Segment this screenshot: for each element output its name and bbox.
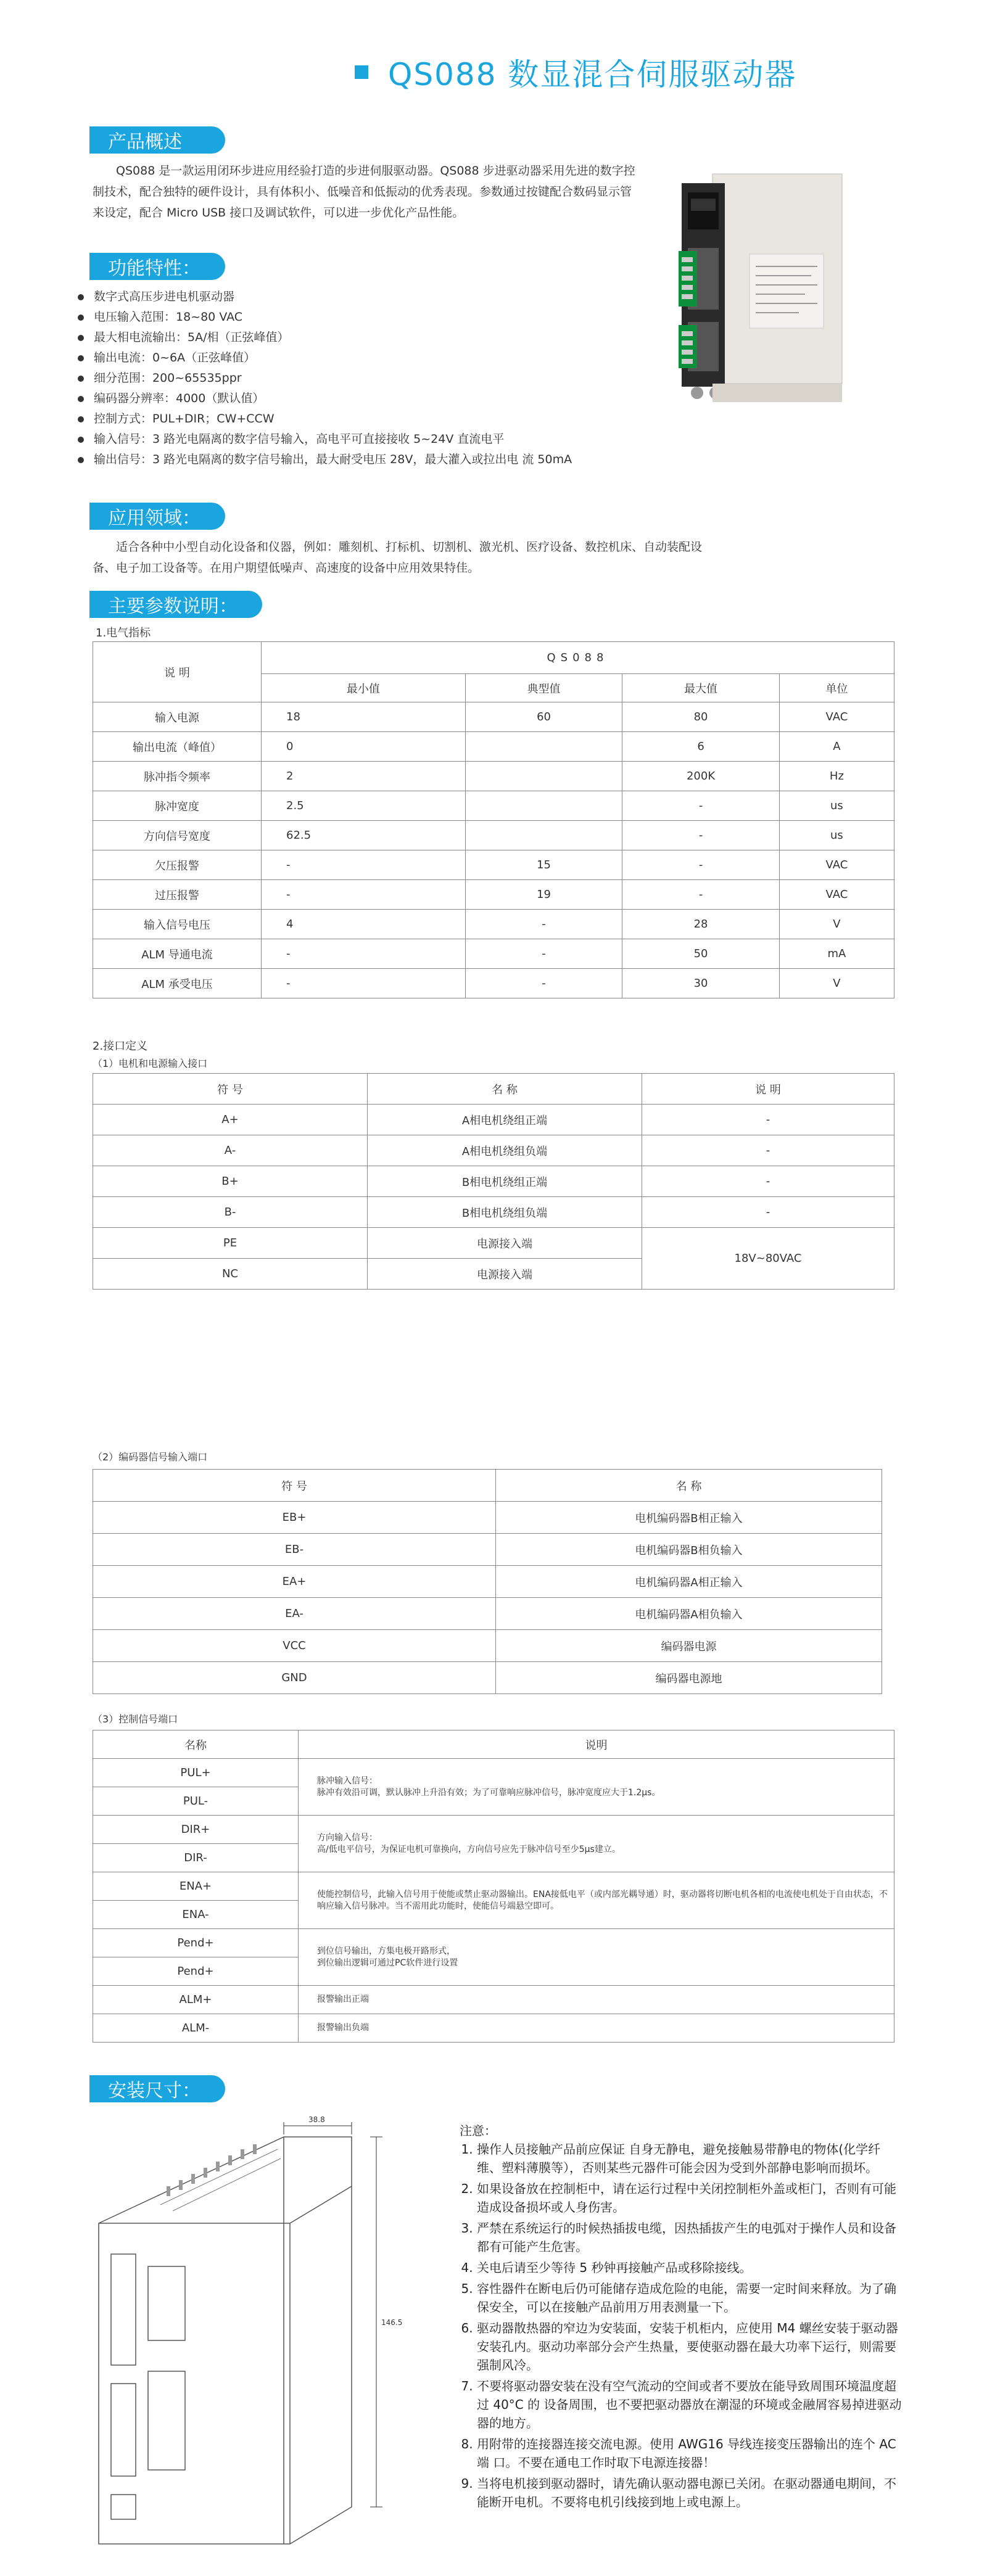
control-port-table (93, 1730, 894, 2043)
feature-item: 电压输入范围：18~80 VAC (74, 307, 753, 327)
elec-cell: - (262, 850, 466, 880)
motor-cell: B+ (93, 1166, 368, 1197)
elec-cell: 19 (465, 880, 622, 910)
elec-cell: mA (779, 939, 894, 969)
feature-item: 编码器分辨率：4000（默认值） (74, 389, 753, 409)
note-item: 7. 不要将驱动器安装在没有空气流动的空间或者不要放在能导致周围环境温度超过 40°C 的 设备周围，也不要把驱动器放在潮湿的环境或金融屑容易掉进驱动器的地方。 (477, 2377, 904, 2432)
table-row (93, 850, 894, 880)
enc-header: 名 称 (496, 1470, 882, 1502)
elec-cell: 30 (622, 969, 780, 998)
elec-cell: 6 (622, 732, 780, 762)
note-item: 6. 驱动器散热器的窄边为安装面，安装于机柜内，应使用 M4 螺丝安装于驱动器安装孔内。驱动功率部分会产生热量，要使驱动器在最大功率下运行，则需要强制风冷。 (477, 2319, 904, 2374)
table-row (93, 1759, 894, 1787)
elec-cell: - (622, 880, 780, 910)
elec-cell: - (262, 880, 466, 910)
elec-cell: 输入信号电压 (93, 910, 262, 939)
motor-cell: B- (93, 1197, 368, 1228)
motor-header: 名 称 (368, 1074, 642, 1105)
table-row (93, 821, 894, 850)
elec-cell: - (622, 791, 780, 821)
elec-cell: - (622, 850, 780, 880)
table-row (93, 939, 894, 969)
table-row (93, 2014, 894, 2043)
motor-cell: B相电机绕组负端 (368, 1197, 642, 1228)
table-row (93, 762, 894, 791)
ctrl-name-cell: ALM+ (93, 1986, 299, 2014)
notes-block (460, 2121, 904, 2514)
elec-cell: ALM 承受电压 (93, 969, 262, 998)
table-row (93, 1534, 882, 1566)
elec-cell (465, 791, 622, 821)
page-title (355, 51, 796, 94)
section-heading-dimensions (89, 2075, 225, 2102)
motor-cell: 电源接入端 (368, 1259, 642, 1290)
table-row (93, 1105, 894, 1135)
motor-cell: PE (93, 1228, 368, 1259)
table-row (93, 1566, 882, 1598)
control-port-subtitle: （3）控制信号端口 (93, 1713, 178, 1725)
elec-cell: V (779, 910, 894, 939)
elec-cell: 60 (465, 702, 622, 732)
motor-merged-note: 18V~80VAC (642, 1228, 894, 1290)
motor-cell: 电源接入端 (368, 1228, 642, 1259)
feature-item: 输入信号：3 路光电隔离的数字信号输入，高电平可直接接收 5~24V 直流电平 (74, 429, 753, 450)
section-heading-application (89, 503, 225, 530)
motor-header: 说 明 (642, 1074, 894, 1105)
table-row (93, 1929, 894, 1957)
motor-cell: - (642, 1105, 894, 1135)
elec-cell: A (779, 732, 894, 762)
section-heading-label: 主要参数说明： (89, 591, 262, 618)
table-row (93, 1228, 894, 1259)
feature-item: 数字式高压步进电机驱动器 (74, 287, 753, 307)
elec-cell: 18 (262, 702, 466, 732)
elec-cell: ALM 导通电流 (93, 939, 262, 969)
enc-cell: 电机编码器B相正输入 (496, 1502, 882, 1534)
notes-list (460, 2140, 904, 2511)
table-row (93, 702, 894, 732)
table-row (93, 1502, 882, 1534)
note-item: 1. 操作人员接触产品前应保证 自身无静电，避免接触易带静电的物体(化学纤维、塑料薄膜等），否则某些元器件可能会因为受到外部静电影响而损坏。 (477, 2140, 904, 2177)
motor-cell: NC (93, 1259, 368, 1290)
ctrl-name-cell: ALM- (93, 2014, 299, 2043)
elec-cell: 200K (622, 762, 780, 791)
elec-cell: 方向信号宽度 (93, 821, 262, 850)
ctrl-name-cell: Pend+ (93, 1929, 299, 1957)
elec-cell: VAC (779, 850, 894, 880)
ctrl-desc-cell: 脉冲输入信号： 脉冲有效沿可调，默认脉冲上升沿有效；为了可靠响应脉冲信号，脉冲宽度应大于1.2μs。 (299, 1759, 894, 1816)
feature-item: 最大相电流输出：5A/相（正弦峰值） (74, 327, 753, 348)
enc-cell: GND (93, 1662, 496, 1694)
elec-cell: - (465, 939, 622, 969)
table-row (93, 1135, 894, 1166)
section-heading-params (89, 591, 262, 618)
ctrl-header: 名称 (93, 1730, 299, 1759)
interface-subtitle: 2.接口定义 (93, 1040, 148, 1053)
title-square-icon (355, 65, 368, 79)
elec-cell (465, 762, 622, 791)
motor-cell: A- (93, 1135, 368, 1166)
elec-cell: V (779, 969, 894, 998)
table-row (93, 969, 894, 998)
enc-cell: EB- (93, 1534, 496, 1566)
motor-cell: B相电机绕组正端 (368, 1166, 642, 1197)
elec-cell: 脉冲指令频率 (93, 762, 262, 791)
enc-cell: VCC (93, 1630, 496, 1662)
elec-cell: - (262, 969, 466, 998)
elec-cell: 4 (262, 910, 466, 939)
enc-cell: 编码器电源 (496, 1630, 882, 1662)
ctrl-name-cell: Pend+ (93, 1957, 299, 1986)
motor-cell: - (642, 1135, 894, 1166)
enc-cell: 电机编码器B相负输入 (496, 1534, 882, 1566)
elec-desc-header: 说 明 (93, 642, 262, 702)
overview-text: QS088 是一款运用闭环步进应用经验打造的步进伺服驱动器。QS088 步进驱动器采用先进的数字控制技术，配合独特的硬件设计，具有体积小、低噪音和低振动的优秀表现。参数通过按键配合数码显示管来设定，配合 Micro USB 接口及调试软件，可以进一步优化产品性能。 (93, 164, 635, 220)
section-heading-label: 产品概述 (89, 126, 225, 154)
section-heading-overview (89, 126, 225, 154)
elec-cell: 过压报警 (93, 880, 262, 910)
elec-model-header: QS088 (262, 642, 894, 674)
elec-cell: 2 (262, 762, 466, 791)
motor-port-subtitle: （1）电机和电源输入接口 (93, 1058, 208, 1069)
table-row (93, 1872, 894, 1901)
motor-cell: A相电机绕组正端 (368, 1105, 642, 1135)
ctrl-desc-cell: 使能控制信号，此输入信号用于使能或禁止驱动器输出。ENA接低电平（或内部光耦导通）时，驱动器将切断电机各相的电流使电机处于自由状态，不响应输入信号脉冲。当不需用此功能时，使能信号端悬空即可。 (299, 1872, 894, 1929)
enc-cell: EB+ (93, 1502, 496, 1534)
elec-cell: 28 (622, 910, 780, 939)
note-item: 9. 当将电机接到驱动器时，请先确认驱动器电源已关闭。在驱动器通电期间，不能断开电机。不要将电机引线接到地上或电源上。 (477, 2474, 904, 2511)
ctrl-desc-cell: 方向输入信号： 高/低电平信号，为保证电机可靠换向，方向信号应先于脉冲信号至少5μs建立。 (299, 1816, 894, 1872)
elec-cell: 输出电流（峰值） (93, 732, 262, 762)
elec-cell: - (465, 969, 622, 998)
elec-cell: 80 (622, 702, 780, 732)
elec-col-header: 典型值 (465, 674, 622, 702)
dimension-drawing (86, 2112, 432, 2556)
table-row (93, 1197, 894, 1228)
title-text: QS088 数显混合伺服驱动器 (388, 57, 797, 93)
motor-cell: - (642, 1197, 894, 1228)
enc-cell: EA- (93, 1598, 496, 1630)
ctrl-name-cell: DIR+ (93, 1816, 299, 1844)
ctrl-name-cell: ENA+ (93, 1872, 299, 1901)
enc-cell: 电机编码器A相负输入 (496, 1598, 882, 1630)
enc-cell: 电机编码器A相正输入 (496, 1566, 882, 1598)
electrical-table (93, 641, 894, 998)
electrical-subtitle: 1.电气指标 (96, 627, 151, 640)
table-row (93, 732, 894, 762)
note-item: 5. 容性器件在断电后仍可能储存造成危险的电能，需要一定时间来释放。为了确保安全，可以在接触产品前用万用表测量一下。 (477, 2279, 904, 2316)
elec-cell: 2.5 (262, 791, 466, 821)
elec-cell: VAC (779, 880, 894, 910)
dim-side-label: 146.5 (381, 2318, 403, 2327)
elec-col-header: 最小值 (262, 674, 466, 702)
elec-cell: 欠压报警 (93, 850, 262, 880)
elec-cell (465, 732, 622, 762)
elec-cell: 50 (622, 939, 780, 969)
table-row (93, 1166, 894, 1197)
application-text: 适合各种中小型自动化设备和仪器，例如：雕刻机、打标机、切割机、激光机、医疗设备、数控机床、自动装配设备、电子加工设备等。在用户期望低噪声、高速度的设备中应用效果特佳。 (93, 540, 703, 575)
notes-title: 注意： (460, 2123, 497, 2138)
enc-cell: EA+ (93, 1566, 496, 1598)
note-item: 2. 如果设备放在控制柜中，请在运行过程中关闭控制柜外盖或柜门，否则有可能造成设备损坏或人身伤害。 (477, 2179, 904, 2216)
elec-cell (465, 821, 622, 850)
elec-cell: us (779, 821, 894, 850)
enc-header: 符 号 (93, 1470, 496, 1502)
motor-cell: A+ (93, 1105, 368, 1135)
elec-cell: 15 (465, 850, 622, 880)
table-row (93, 1630, 882, 1662)
section-heading-label: 功能特性： (89, 253, 225, 280)
elec-cell: Hz (779, 762, 894, 791)
feature-item: 输出电流：0~6A（正弦峰值） (74, 348, 753, 368)
table-row (93, 910, 894, 939)
table-row (93, 1662, 882, 1694)
ctrl-desc-cell: 报警输出正端 (299, 1986, 894, 2014)
note-item: 4. 关电后请至少等待 5 秒钟再接触产品或移除接线。 (477, 2258, 904, 2277)
section-heading-label: 应用领域： (89, 503, 225, 530)
elec-cell: 输入电源 (93, 702, 262, 732)
table-row (93, 1598, 882, 1630)
elec-col-header: 单位 (779, 674, 894, 702)
dim-top-label: 38.8 (308, 2115, 325, 2124)
enc-cell: 编码器电源地 (496, 1662, 882, 1694)
ctrl-desc-cell: 到位信号输出，方集电极开路形式， 到位输出逻辑可通过PC软件进行设置 (299, 1929, 894, 1986)
elec-cell: - (465, 910, 622, 939)
elec-cell: - (262, 939, 466, 969)
section-heading-label: 安装尺寸： (89, 2075, 225, 2102)
table-row (93, 1986, 894, 2014)
encoder-port-table (93, 1469, 882, 1694)
elec-cell: us (779, 791, 894, 821)
table-row (93, 880, 894, 910)
elec-cell: - (622, 821, 780, 850)
elec-cell: VAC (779, 702, 894, 732)
table-row (93, 1816, 894, 1844)
motor-port-table (93, 1073, 894, 1290)
elec-cell: 脉冲宽度 (93, 791, 262, 821)
ctrl-name-cell: PUL+ (93, 1759, 299, 1787)
feature-item: 输出信号：3 路光电隔离的数字信号输出，最大耐受电压 28V，最大灌入或拉出电 流 50mA (74, 450, 753, 470)
elec-cell: 0 (262, 732, 466, 762)
features-list (74, 287, 753, 470)
motor-header: 符 号 (93, 1074, 368, 1105)
note-item: 8. 用附带的连接器连接交流电源。使用 AWG16 导线连接变压器输出的连个 AC 端 口。不要在通电工作时取下电源连接器！ (477, 2435, 904, 2472)
ctrl-header: 说明 (299, 1730, 894, 1759)
motor-cell: - (642, 1166, 894, 1197)
ctrl-name-cell: PUL- (93, 1787, 299, 1816)
note-item: 3. 严禁在系统运行的时候热插拔电缆，因热插拔产生的电弧对于操作人员和设备都有可能产生危害。 (477, 2219, 904, 2256)
motor-cell: A相电机绕组负端 (368, 1135, 642, 1166)
ctrl-desc-cell: 报警输出负端 (299, 2014, 894, 2043)
elec-cell: 62.5 (262, 821, 466, 850)
ctrl-name-cell: ENA- (93, 1901, 299, 1929)
section-heading-features (89, 253, 225, 280)
encoder-port-subtitle: （2）编码器信号输入端口 (93, 1451, 208, 1463)
table-row (93, 791, 894, 821)
elec-col-header: 最大值 (622, 674, 780, 702)
feature-item: 控制方式：PUL+DIR；CW+CCW (74, 409, 753, 429)
ctrl-name-cell: DIR- (93, 1844, 299, 1872)
feature-item: 细分范围：200~65535ppr (74, 368, 753, 389)
